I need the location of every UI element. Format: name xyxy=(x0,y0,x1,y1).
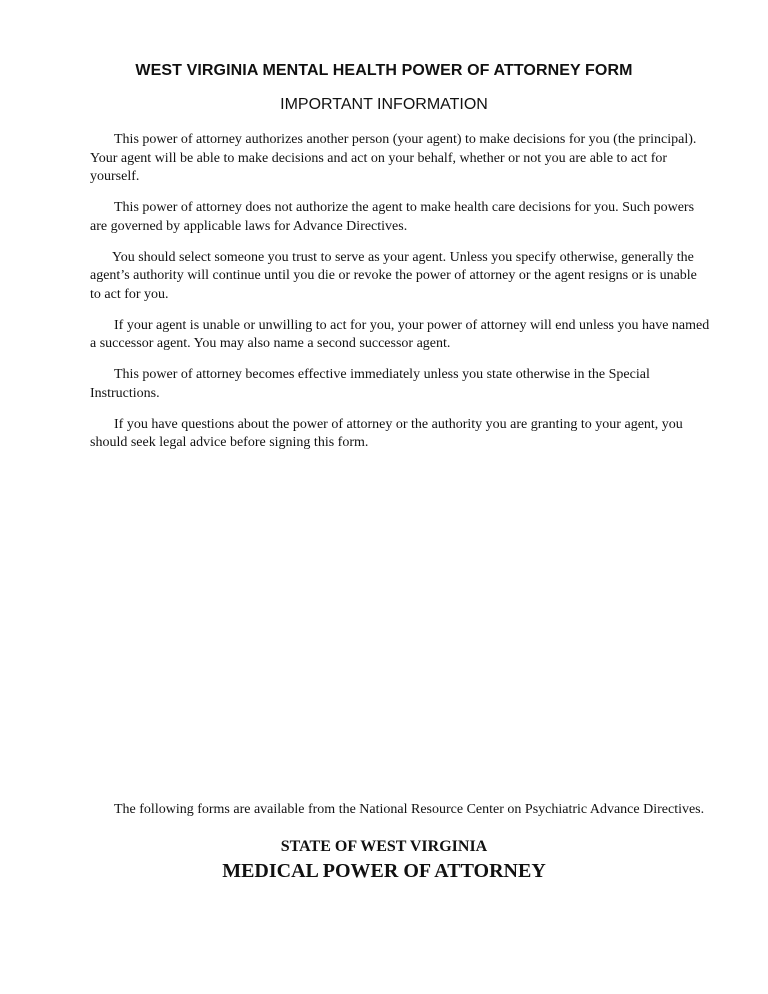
paragraph-agent-authority: This power of attorney authorizes another person (your agent) to make decisions for you (the principal). Your agent will be able to make decisions and act on your behalf, whether or not you are able to act for yourself. xyxy=(90,132,697,184)
forms-availability-note: The following forms are available from the National Resource Center on Psychiatric Advance Directives. xyxy=(114,802,705,817)
paragraph-health-care-limits: This power of attorney does not authorize the agent to make health care decisions for you. Such powers are governed by applicable laws for Advance Directives. xyxy=(90,200,695,234)
paragraph-effective-date: This power of attorney becomes effective immediately unless you state otherwise in the Special Instructions. xyxy=(90,367,650,401)
document-title: WEST VIRGINIA MENTAL HEALTH POWER OF ATTORNEY FORM xyxy=(135,62,633,79)
paragraph-legal-advice: If you have questions about the power of attorney or the authority you are granting to your agent, you should seek legal advice before signing this form. xyxy=(90,416,683,450)
document-subtitle: IMPORTANT INFORMATION xyxy=(280,96,488,113)
state-heading: STATE OF WEST VIRGINIA xyxy=(280,838,488,855)
paragraph-select-agent: You should select someone you trust to serve as your agent. Unless you specify otherwise, generally the agent’s authority will continue until you die or revoke the power of attorney or the agent resigns or is unable to act for you. xyxy=(90,249,697,302)
form-heading: MEDICAL POWER OF ATTORNEY xyxy=(222,860,546,882)
information-section xyxy=(90,131,710,465)
paragraph-successor-agent: If your agent is unable or unwilling to act for you, your power of attorney will end unless you have named a successor agent. You may also name a second successor agent. xyxy=(90,317,710,351)
